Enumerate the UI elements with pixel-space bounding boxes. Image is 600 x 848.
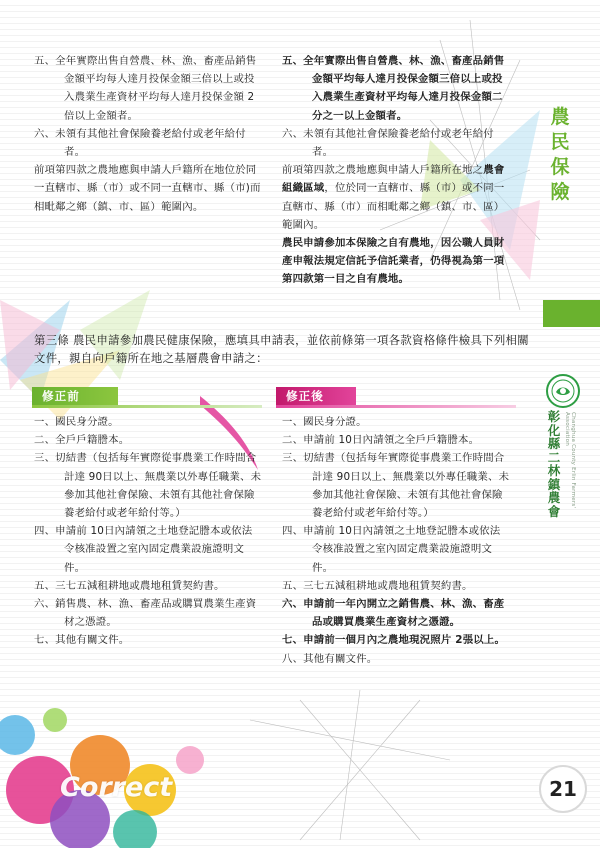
farmers-association-logo-icon xyxy=(546,374,580,408)
list-item: 三、切結書（包括每年實際從事農業工作時間合計達 90日以上、無農業以外專任職業、未參加其他社會保險、未領有其他社會保險養老給付或老年給付等。） xyxy=(282,452,510,520)
sidebar-green-block xyxy=(543,300,600,327)
watermark-logo: Correct xyxy=(60,772,173,803)
list-item: 四、申請前 10日內請領之土地登記謄本或依法令核准設置之室內固定農業設施證明文件。 xyxy=(34,525,253,574)
clause-5-after: 五、全年實際出售自營農、林、漁、畜產品銷售金額平均每人達月投保金額三倍以上或投入農業生產資材平均每人達月投保金額二分之一以上金額者。 xyxy=(282,55,505,122)
list-item: 五、三七五減租耕地或農地租賃契約書。 xyxy=(34,579,225,592)
list-item: 六、申請前一年內開立之銷售農、林、漁、畜產品或購買農業生產資材之憑證。 xyxy=(282,598,505,629)
clause-5-before: 五、全年實際出售自營農、林、漁、畜產品銷售金額平均每人達月投保金額三倍以上或投入農業生產資材平均每人達月投保金額 2倍以上金額者。 xyxy=(34,55,257,122)
top-after-column xyxy=(282,52,510,289)
list-item: 五、三七五減租耕地或農地租賃契約書。 xyxy=(282,579,473,592)
tag-after: 修正後 xyxy=(276,387,356,405)
list-item: 四、申請前 10日內請領之土地登記謄本或依法令核准設置之室內固定農業設施證明文件。 xyxy=(282,525,501,574)
article-3-text: 第三條 農民申請參加農民健康保險，應填具申請表，並依前條第一項各款資格條件檢具下列相關文件，親自向戶籍所在地之基層農會申請之： xyxy=(34,333,529,365)
documents-before-list xyxy=(34,413,262,650)
tag-after-underline xyxy=(276,405,516,408)
documents-after-list xyxy=(282,413,510,668)
list-item: 二、全戶戶籍謄本。 xyxy=(34,434,130,447)
org-name-en: Changhua County Erlin Farmers' Association xyxy=(564,412,576,509)
section-title: 農民保險 xyxy=(550,106,570,203)
list-item: 一、國民身分證。 xyxy=(34,416,119,428)
org-name: 彰化縣二林鎮農會 xyxy=(547,409,561,519)
list-item: 三、切結書（包括每年實際從事農業工作時間合計達 90日以上、無農業以外專任職業、未參加其他社會保險、未領有其他社會保險養老給付或老年給付等。） xyxy=(34,452,262,520)
trust-farmland-after: 農民申請參加本保險之自有農地，因公職人員財產申報法規定信託予信託業者，仍得視為第一項第四款第一目之自有農地。 xyxy=(282,237,505,286)
tag-before: 修正前 xyxy=(32,387,118,405)
clause-6-before: 六、未領有其他社會保險養老給付或老年給付者。 xyxy=(34,127,246,159)
page-number: 21 xyxy=(539,765,587,813)
list-item: 二、申請前 10日內請領之全戶戶籍謄本。 xyxy=(282,434,480,447)
geometric-lines-bottom xyxy=(250,690,450,840)
bold-phrase: 農會組織區域 xyxy=(282,164,505,195)
tag-before-underline xyxy=(32,405,262,408)
farmland-location-before: 前項第四款之農地應與申請人戶籍所在地位於同一直轄市、縣（市）或不同一直轄市、縣（市)而相毗鄰之鄉（鎮、市、區）範圍內。 xyxy=(34,164,261,213)
clause-6-after: 六、未領有其他社會保險養老給付或老年給付者。 xyxy=(282,127,494,159)
list-item: 七、申請前一個月內之農地現況照片 2張以上。 xyxy=(282,634,506,647)
list-item: 六、銷售農、林、漁、畜產品或購買農業生產資材之憑證。 xyxy=(34,598,257,629)
list-item: 八、其他有關文件。 xyxy=(282,652,378,665)
list-item: 一、國民身分證。 xyxy=(282,416,367,428)
top-before-column xyxy=(34,52,262,216)
org-logo xyxy=(546,374,582,412)
list-item: 七、其他有關文件。 xyxy=(34,634,130,647)
farmland-location-after: 前項第四款之農地應與申請人戶籍所在地之農會組織區域，位於同一直轄市、縣（市）或不同一直轄市、縣（市）而相毗鄰之鄉（鎮、市、區）範圍內。 xyxy=(282,164,505,231)
